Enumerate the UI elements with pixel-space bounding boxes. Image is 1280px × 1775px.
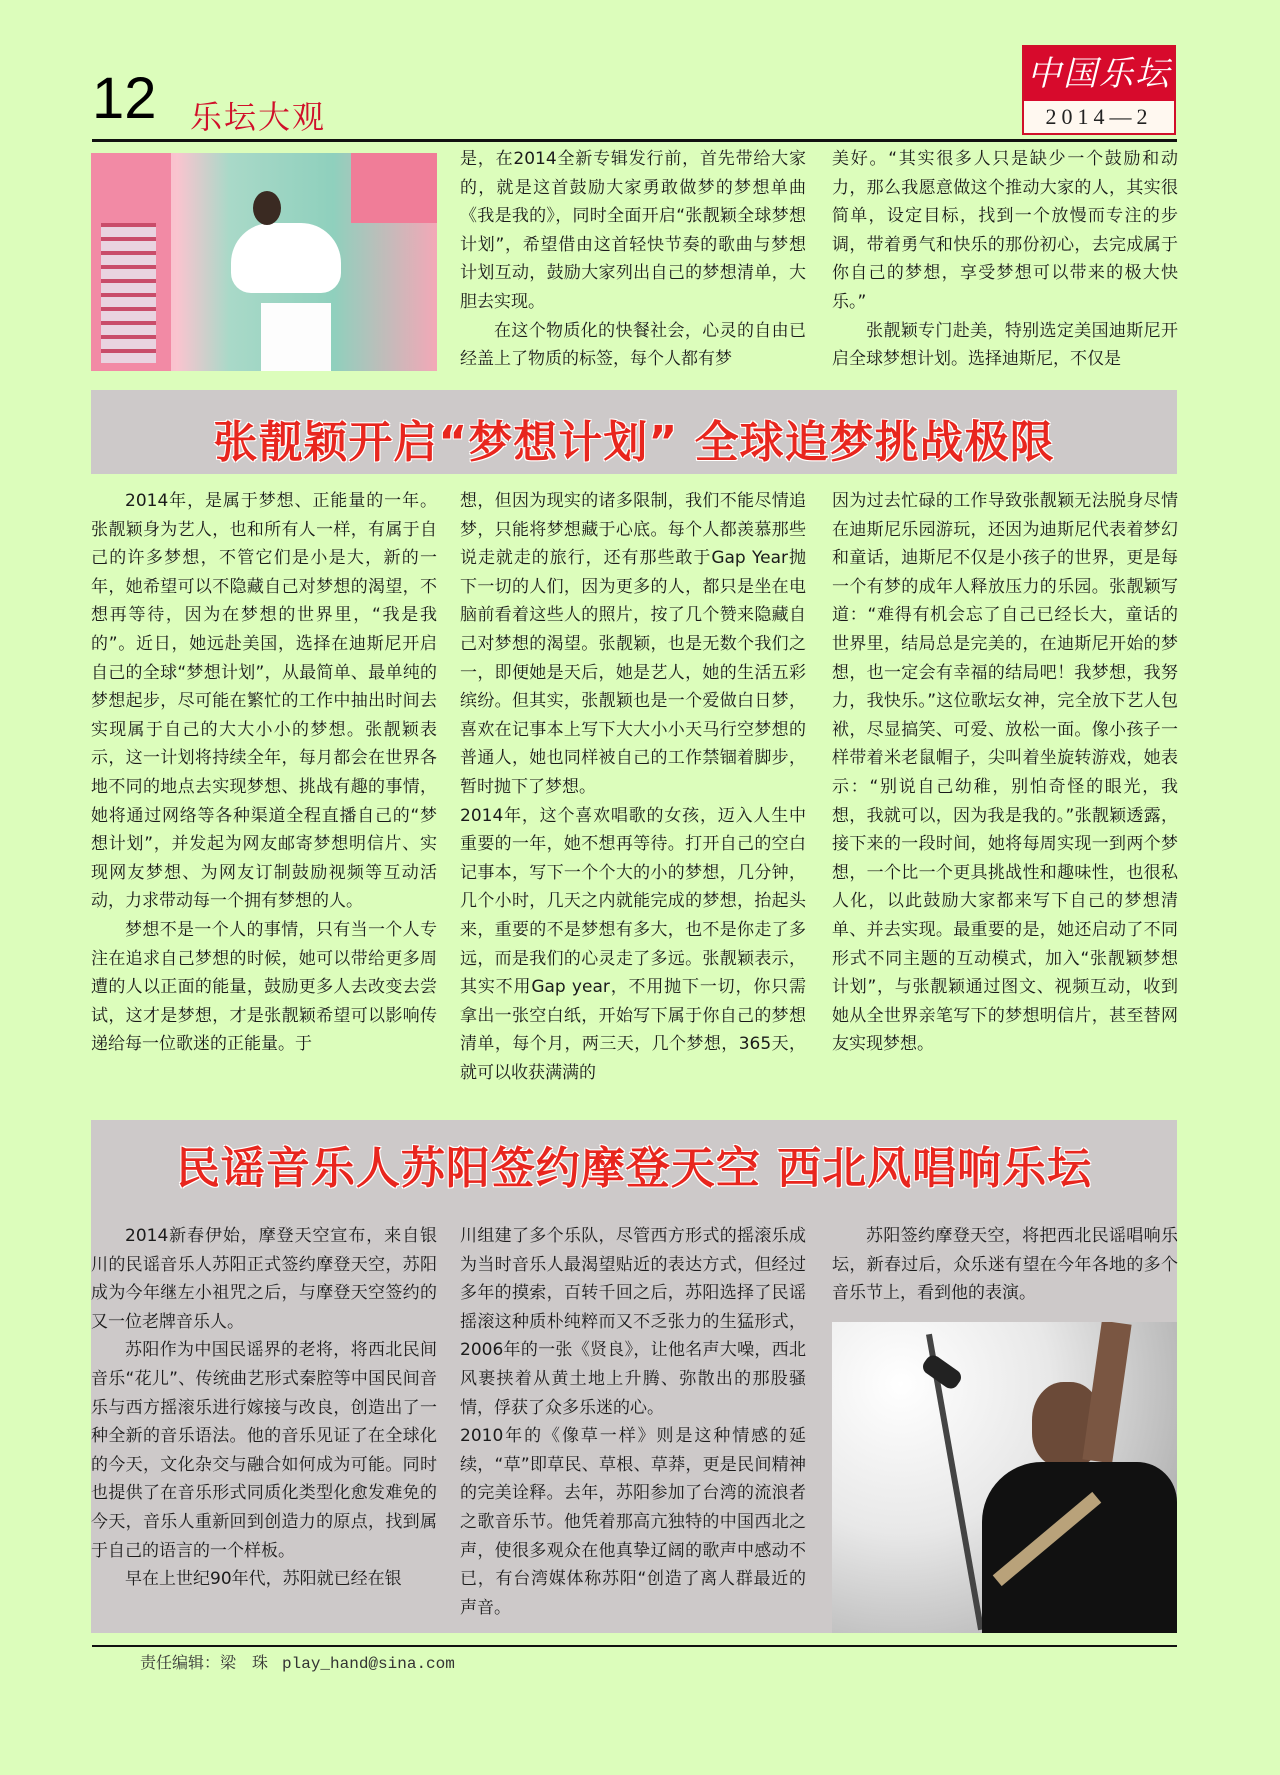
header-rule (92, 139, 1177, 142)
article1-intro-column-3 (832, 145, 1178, 374)
paragraph: 川组建了多个乐队，尽管西方形式的摇滚乐成为当时音乐人最渴望贴近的表达方式，但经过多年的摸索，百转千回之后，苏阳选择了民谣摇滚这种质朴纯粹而又不乏张力的生猛形式，2006年的一张《贤良》，让他名声大噪，西北风裹挟着从黄土地上升腾、弥散出的那股骚情，俘获了众多乐迷的心。 (460, 1226, 806, 1418)
paragraph: 2010年的《像草一样》则是这种情感的延续，“草”即草民、草根、草莽，更是民间精神的完美诠释。去年，苏阳参加了台湾的流浪者之歌音乐节。他凭着那高亢独特的中国西北之声，使很多观众在他真挚辽阔的歌声中感动不已，有台湾媒体称苏阳“创造了离人群最近的声音。 (460, 1426, 806, 1618)
article2-column-2 (460, 1222, 806, 1622)
paragraph: 张靓颖专门赴美，特别选定美国迪斯尼开启全球梦想计划。选择迪斯尼，不仅是 (832, 320, 1178, 370)
article1-headline: 张靓颖开启“梦想计划” 全球追梦挑战极限 (213, 417, 1055, 468)
paragraph: 苏阳作为中国民谣界的老将，将西北民间音乐“花儿”、传统曲艺形式秦腔等中国民间音乐与西方摇滚乐进行嫁接与改良，创造出了一种全新的音乐语法。他的音乐见证了在全球化的今天，文化杂交与融合如何成为可能。同时也提供了在音乐形式同质化类型化愈发难免的今天，音乐人重新回到创造力的原点，找到属于自己的语言的一个样板。 (91, 1340, 437, 1561)
editor-email: play_hand@sina.com (282, 1655, 455, 1673)
paragraph: 梦想不是一个人的事情，只有当一个人专注在追求自己梦想的时候，她可以带给更多周遭的人以正面的能量，鼓励更多人去改变去尝试，这才是梦想，才是张靓颖希望可以影响传递给每一位歌迷的正能量。于 (91, 919, 437, 1055)
article2-column-1 (91, 1222, 437, 1594)
article1-intro-column-2 (460, 145, 806, 374)
footer (140, 1650, 455, 1673)
page-number: 12 (92, 66, 157, 131)
paragraph: 2014新春伊始，摩登天空宣布，来自银川的民谣音乐人苏阳正式签约摩登天空，苏阳成为今年继左小祖咒之后，与摩登天空签约的又一位老牌音乐人。 (91, 1226, 437, 1332)
editor-credit: 责任编辑：梁 珠 (140, 1653, 269, 1672)
article1-column-2 (460, 487, 806, 1087)
logo-title: 中国乐坛 (1024, 47, 1174, 101)
singer-photo (91, 153, 437, 371)
musician-photo (832, 1322, 1177, 1633)
section-title: 乐坛大观 (190, 98, 327, 136)
article1-column-1 (91, 487, 437, 1059)
headline-banner-1 (91, 390, 1177, 474)
paragraph: 因为过去忙碌的工作导致张靓颖无法脱身尽情在迪斯尼乐园游玩，还因为迪斯尼代表着梦幻和童话，迪斯尼不仅是小孩子的世界，更是每一个有梦的成年人释放压力的乐园。张靓颖写道：“难得有机会忘了自己已经长大，童话的世界里，结局总是完美的，在迪斯尼开始的梦想，也一定会有幸福的结局吧！我梦想，我努力，我快乐。”这位歌坛女神，完全放下艺人包袱，尽显搞笑、可爱、放松一面。像小孩子一样带着米老鼠帽子，尖叫着坐旋转游戏，她表示：“别说自己幼稚，别怕奇怪的眼光，我想，我就可以，因为我是我的。”张靓颖透露，接下来的一段时间，她将每周实现一到两个梦想，一个比一个更具挑战性和趣味性，也很私人化，以此鼓励大家都来写下自己的梦想清单、并去实现。最重要的是，她还启动了不同形式不同主题的互动模式，加入“张靓颖梦想计划”，与张靓颖通过图文、视频互动，收到她从全世界亲笔写下的梦想明信片，甚至替网友实现梦想。 (832, 491, 1178, 1055)
paragraph: 想，但因为现实的诸多限制，我们不能尽情追梦，只能将梦想藏于心底。每个人都羡慕那些说走就走的旅行，还有那些敢于Gap Year抛下一切的人们，因为更多的人，都只是坐在电脑前看着这些人的照片，按了几个赞来隐藏自己对梦想的渴望。张靓颖，也是无数个我们之一，即便她是天后，她是艺人，她的生活五彩缤纷。但其实，张靓颖也是一个爱做白日梦，喜欢在记事本上写下大大小小天马行空梦想的普通人，她也同样被自己的工作禁锢着脚步，暂时抛下了梦想。 (460, 491, 806, 797)
footer-rule (92, 1645, 1177, 1647)
paragraph: 在这个物质化的快餐社会，心灵的自由已经盖上了物质的标签，每个人都有梦 (460, 320, 806, 370)
paragraph: 是，在2014全新专辑发行前，首先带给大家的，就是这首鼓励大家勇敢做梦的梦想单曲《我是我的》，同时全面开启“张靓颖全球梦想计划”，希望借由这首轻快节奏的歌曲与梦想计划互动，鼓励大家列出自己的梦想清单，大胆去实现。 (460, 149, 806, 312)
magazine-logo (1022, 45, 1176, 135)
paragraph: 2014年，是属于梦想、正能量的一年。张靓颖身为艺人，也和所有人一样，有属于自己的许多梦想，不管它们是小是大，新的一年，她希望可以不隐藏自己对梦想的渴望，不想再等待，因为在梦想的世界里，“我是我的”。近日，她远赴美国，选择在迪斯尼开启自己的全球“梦想计划”，从最简单、最单纯的梦想起步，尽可能在繁忙的工作中抽出时间去实现属于自己的大大小小的梦想。张靓颖表示，这一计划将持续全年，每月都会在世界各地不同的地点去实现梦想、挑战有趣的事情，她将通过网络等各种渠道全程直播自己的“梦想计划”，并发起为网友邮寄梦想明信片、实现网友梦想、为网友订制鼓励视频等互动活动，力求带动每一个拥有梦想的人。 (91, 491, 437, 912)
article2-headline: 民谣音乐人苏阳签约摩登天空 西北风唱响乐坛 (175, 1143, 1093, 1194)
issue-number: 2014—2 (1045, 104, 1153, 129)
paragraph: 苏阳签约摩登天空，将把西北民谣唱响乐坛，新春过后，众乐迷有望在今年各地的多个音乐节上，看到他的表演。 (832, 1226, 1178, 1304)
article1-column-3 (832, 487, 1178, 1059)
paragraph: 早在上世纪90年代，苏阳就已经在银 (125, 1569, 402, 1590)
article2-column-3 (832, 1222, 1178, 1308)
paragraph: 2014年，这个喜欢唱歌的女孩，迈入人生中重要的一年，她不想再等待。打开自己的空白记事本，写下一个个大的小的梦想，几分钟，几个小时，几天之内就能完成的梦想，抬起头来，重要的不是梦想有多大，也不是你走了多远，而是我们的心灵走了多远。张靓颖表示，其实不用Gap year，不用抛下一切，你只需拿出一张空白纸，开始写下属于你自己的梦想清单，每个月，两三天，几个梦想，365天，就可以收获满满的 (460, 805, 806, 1083)
paragraph: 美好。“其实很多人只是缺少一个鼓励和动力，那么我愿意做这个推动大家的人，其实很简单，设定目标，找到一个放慢而专注的步调，带着勇气和快乐的那份初心，去完成属于你自己的梦想，享受梦想可以带来的极大快乐。” (832, 149, 1178, 312)
